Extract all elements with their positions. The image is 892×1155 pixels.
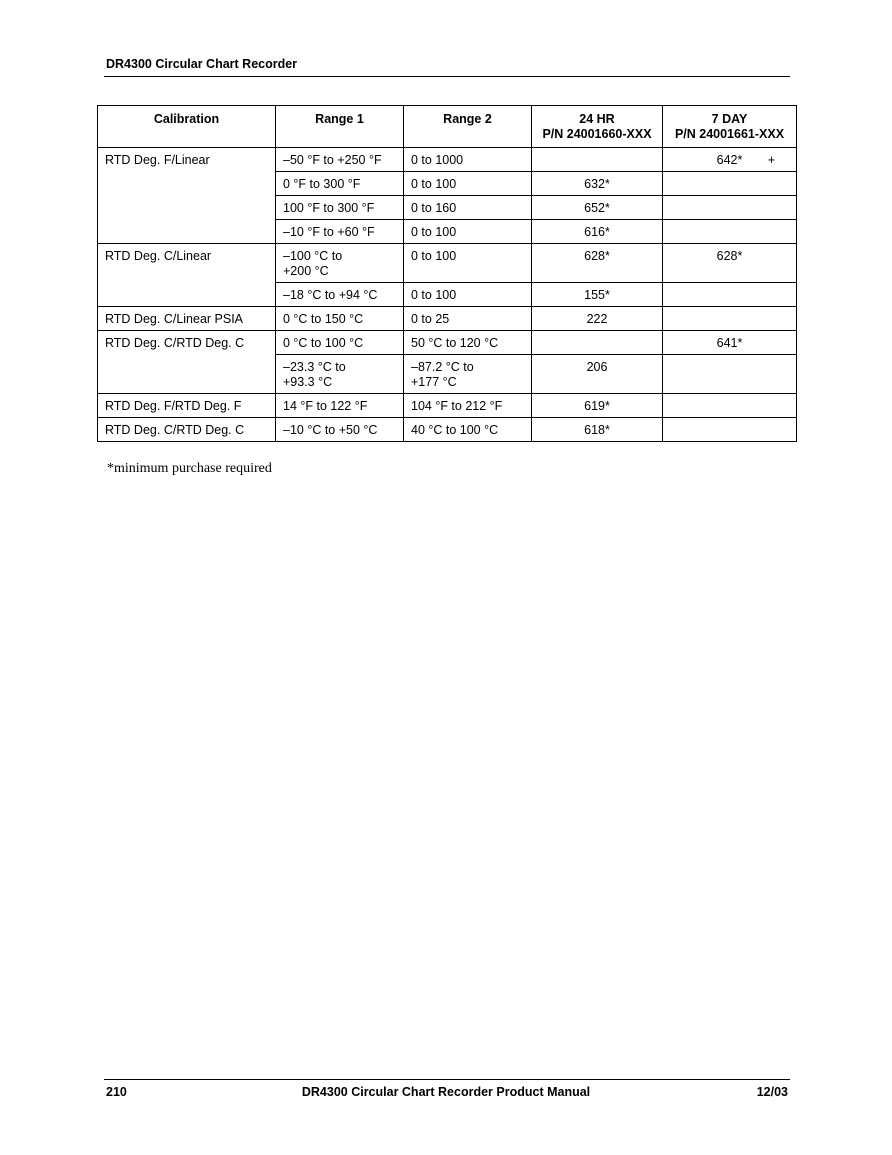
table-row xyxy=(98,148,797,172)
cell-24hr: 632* xyxy=(532,172,663,196)
cell-range-2: 50 °C to 120 °C xyxy=(404,331,532,355)
cell-24hr: 652* xyxy=(532,196,663,220)
footnote: *minimum purchase required xyxy=(107,461,272,476)
cell-range-2: 104 °F to 212 °F xyxy=(404,394,532,418)
footer-date: 12/03 xyxy=(756,1085,788,1099)
cell-7day xyxy=(663,355,797,394)
cell-range-2: 0 to 25 xyxy=(404,307,532,331)
plus-mark: + xyxy=(767,153,775,167)
col-header-range-2: Range 2 xyxy=(404,106,532,148)
cell-calibration: RTD Deg. C/Linear xyxy=(98,244,276,307)
cell-range-1: 14 °F to 122 °F xyxy=(276,394,404,418)
col-header-24hr: 24 HR P/N 24001660-XXX xyxy=(532,106,663,148)
cell-range-1: 100 °F to 300 °F xyxy=(276,196,404,220)
cell-7day xyxy=(663,418,797,442)
cell-range-1: –23.3 °C to +93.3 °C xyxy=(276,355,404,394)
header-rule xyxy=(104,76,790,77)
cell-calibration: RTD Deg. C/RTD Deg. C xyxy=(98,418,276,442)
cell-range-2: 0 to 100 xyxy=(404,220,532,244)
cell-7day: 628* xyxy=(663,244,797,283)
cell-range-2: 0 to 100 xyxy=(404,244,532,283)
cell-range-2: –87.2 °C to +177 °C xyxy=(404,355,532,394)
cell-range-1: –50 °F to +250 °F xyxy=(276,148,404,172)
cell-7day xyxy=(663,394,797,418)
cell-7day xyxy=(663,283,797,307)
page-header-title: DR4300 Circular Chart Recorder xyxy=(106,57,298,71)
cell-24hr xyxy=(532,148,663,172)
table-row xyxy=(98,394,797,418)
cell-range-2: 0 to 100 xyxy=(404,172,532,196)
calibration-table xyxy=(97,105,797,442)
col-header-calibration: Calibration xyxy=(98,106,276,148)
cell-7day: 641* xyxy=(663,331,797,355)
cell-range-1: 0 °C to 150 °C xyxy=(276,307,404,331)
cell-7day xyxy=(663,220,797,244)
cell-24hr: 206 xyxy=(532,355,663,394)
cell-calibration: RTD Deg. F/RTD Deg. F xyxy=(98,394,276,418)
cell-7day xyxy=(663,307,797,331)
cell-range-2: 0 to 100 xyxy=(404,283,532,307)
cell-24hr: 628* xyxy=(532,244,663,283)
cell-7day xyxy=(663,172,797,196)
col-header-7day: 7 DAY P/N 24001661-XXX xyxy=(663,106,797,148)
cell-24hr: 618* xyxy=(532,418,663,442)
cell-calibration: RTD Deg. F/Linear xyxy=(98,148,276,244)
page-number: 210 xyxy=(106,1085,127,1099)
cell-24hr: 616* xyxy=(532,220,663,244)
cell-range-2: 0 to 160 xyxy=(404,196,532,220)
table-row xyxy=(98,307,797,331)
table-row xyxy=(98,418,797,442)
cell-7day-value: 642* xyxy=(716,153,743,167)
footer-title: DR4300 Circular Chart Recorder Product Manual xyxy=(301,1085,591,1099)
cell-range-1: –100 °C to +200 °C xyxy=(276,244,404,283)
cell-range-1: 0 °F to 300 °F xyxy=(276,172,404,196)
table-row xyxy=(98,331,797,355)
cell-24hr: 155* xyxy=(532,283,663,307)
cell-range-2: 0 to 1000 xyxy=(404,148,532,172)
cell-24hr: 222 xyxy=(532,307,663,331)
cell-24hr xyxy=(532,331,663,355)
cell-range-1: 0 °C to 100 °C xyxy=(276,331,404,355)
cell-24hr: 619* xyxy=(532,394,663,418)
cell-range-2: 40 °C to 100 °C xyxy=(404,418,532,442)
cell-7day xyxy=(663,196,797,220)
table-row xyxy=(98,244,797,283)
col-header-range-1: Range 1 xyxy=(276,106,404,148)
cell-range-1: –10 °F to +60 °F xyxy=(276,220,404,244)
footer-rule xyxy=(104,1079,790,1080)
cell-range-1: –18 °C to +94 °C xyxy=(276,283,404,307)
cell-7day xyxy=(663,148,797,172)
cell-calibration: RTD Deg. C/Linear PSIA xyxy=(98,307,276,331)
table-header-row xyxy=(98,106,797,148)
cell-range-1: –10 °C to +50 °C xyxy=(276,418,404,442)
cell-calibration: RTD Deg. C/RTD Deg. C xyxy=(98,331,276,394)
